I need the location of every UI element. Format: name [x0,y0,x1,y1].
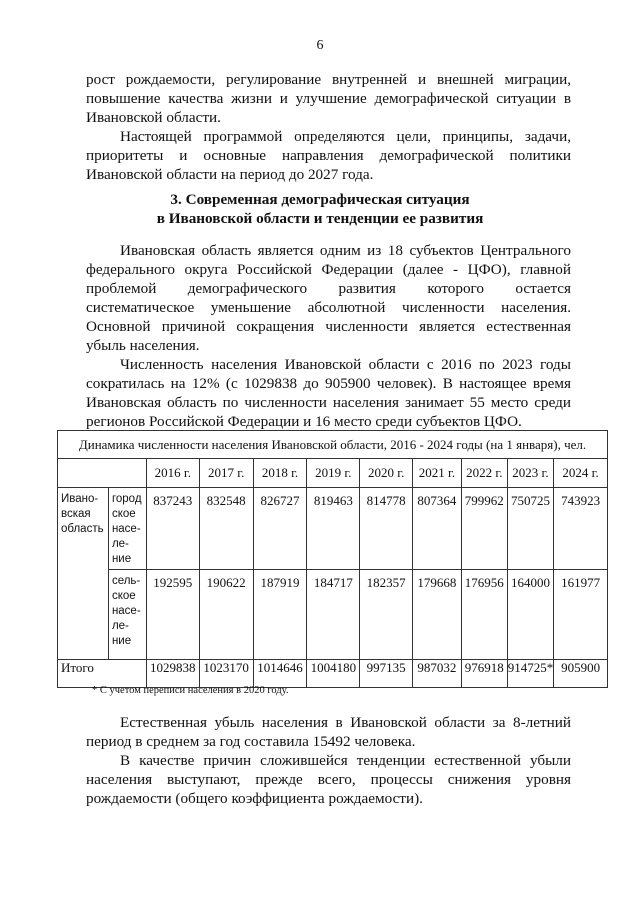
causes-paragraph [86,751,571,808]
table-cell: 192595 [146,570,199,660]
text-line: убыль населения. [86,337,200,354]
year-header: 2016 г. [146,459,199,488]
table-cell: 976918 [461,660,507,688]
table-cell: 182357 [360,570,413,660]
table-row [58,488,608,570]
table-cell: 179668 [413,570,462,660]
year-header: 2019 г. [307,459,360,488]
table-cell: 997135 [360,660,413,688]
table-cell: 837243 [146,488,199,570]
text-line: В качестве причин сложившейся тенденции естественной убыли [120,752,571,769]
table-cell: 1004180 [307,660,360,688]
text-line: Ивановской области на период до 2027 года. [86,166,374,183]
table-cell: 184717 [307,570,360,660]
table-cell: 799962 [461,488,507,570]
text-line: Настоящей программой определяются цели, принципы, задачи, [120,128,571,145]
text-line: Ивановская область по численности населения занимает 55 место среди [86,394,571,411]
year-header: 2022 г. [461,459,507,488]
urban-label: город ское насе- ле- ние [108,488,146,570]
table-cell: 1023170 [199,660,253,688]
year-header: 2023 г. [507,459,554,488]
intro-paragraph [86,70,571,127]
section-title-line2: в Ивановской области и тенденции ее развития [156,210,484,227]
table-cell: 826727 [253,488,307,570]
text-line: приоритеты и основные направления демографической политики [86,147,571,164]
text-line: систематическое уменьшение абсолютной численности населения. [86,299,571,316]
text-line: период в среднем за год составила 15492 человека. [86,733,416,750]
table-cell: 832548 [199,488,253,570]
text-line: рост рождаемости, регулирование внутренней и внешней миграции, [86,71,571,88]
section-title-line1: 3. Современная демографическая ситуация [170,191,470,208]
text-line: сократилась на 12% (с 1029838 до 905900 человек). В настоящее время [86,375,571,392]
text-line: Ивановской области. [86,109,221,126]
text-line: повышение качества жизни и улучшение демографической ситуации в [86,90,571,107]
year-header: 2020 г. [360,459,413,488]
table-caption-row [58,431,608,459]
table-header-row [58,459,608,488]
text-line: Основной причиной сокращения численности является естественная [86,318,571,335]
text-line: регионов Российской Федерации и 16 место среди субъектов ЦФО. [86,413,522,430]
total-label: Итого [58,660,147,688]
table-row [58,570,608,660]
year-header: 2018 г. [253,459,307,488]
natural-decline-paragraph [86,713,571,751]
table-cell: 161977 [554,570,608,660]
text-line: Численность населения Ивановской области с 2016 по 2023 годы [120,356,571,373]
table-cell: 914725* [507,660,554,688]
table-cell: 164000 [507,570,554,660]
table-caption: Динамика численности населения Ивановской области, 2016 - 2024 годы (на 1 января), чел. [58,431,608,459]
text-line: населения выступают, прежде всего, процессы снижения уровня [86,771,571,788]
table-cell: 814778 [360,488,413,570]
text-line: Естественная убыль населения в Ивановской области за 8-летний [120,714,571,731]
rural-label: сель- ское насе- ле- ние [108,570,146,660]
table-cell: 819463 [307,488,360,570]
table-cell: 187919 [253,570,307,660]
table-cell: 905900 [554,660,608,688]
table-cell: 1014646 [253,660,307,688]
table-cell: 750725 [507,488,554,570]
empty-header-cell [58,459,147,488]
region-label: Ивано- вская область [58,488,109,660]
year-header: 2024 г. [554,459,608,488]
table-cell: 743923 [554,488,608,570]
table-cell: 807364 [413,488,462,570]
text-line: рождаемости (общего коэффициента рождаемости). [86,790,423,807]
population-paragraph [86,355,571,431]
table-cell: 987032 [413,660,462,688]
text-line: федерального округа Российской Федерации (далее - ЦФО), главной [86,261,571,278]
page-number: 6 [316,38,324,53]
year-header: 2021 г. [413,459,462,488]
text-line: Ивановская область является одним из 18 субъектов Центрального [120,242,571,259]
text-line: проблемой демографического развития которого остается [86,280,571,297]
table-footnote: * С учетом переписи населения в 2020 году. [92,685,289,696]
year-header: 2017 г. [199,459,253,488]
region-paragraph [86,241,571,355]
table-cell: 1029838 [146,660,199,688]
population-table [57,430,608,688]
program-paragraph [86,127,571,184]
total-row [58,660,608,688]
table-cell: 190622 [199,570,253,660]
table-cell: 176956 [461,570,507,660]
